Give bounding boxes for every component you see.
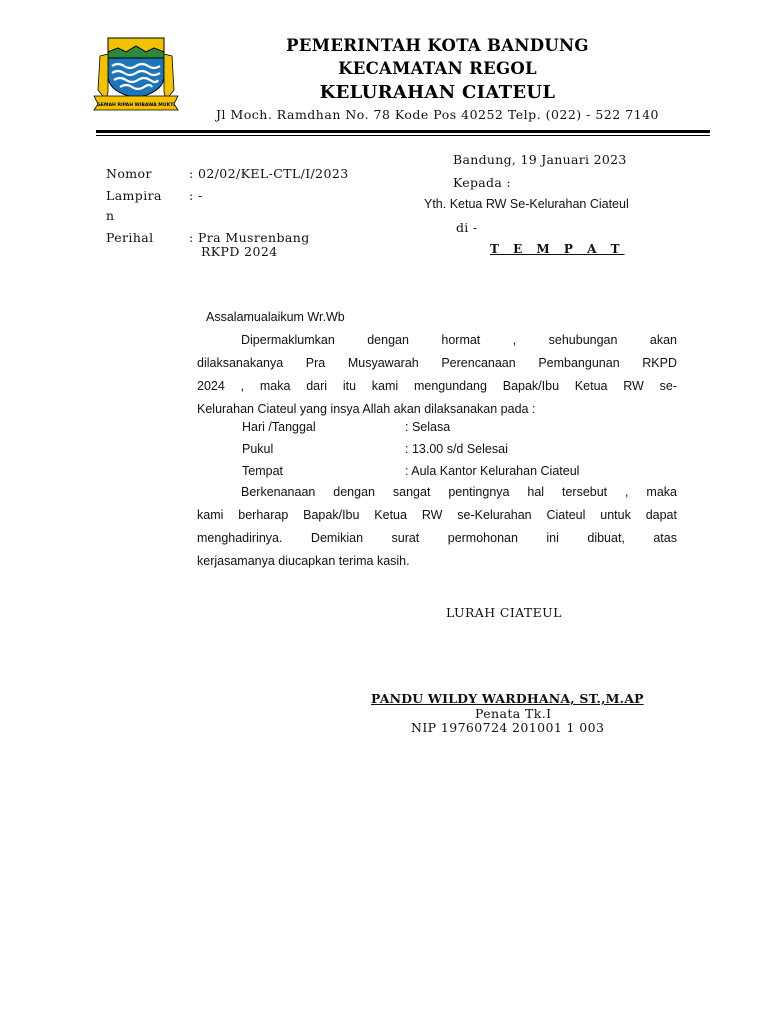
emblem-right-wing [164,54,174,100]
letter-date: Bandung, 19 Januari 2023 [453,152,627,167]
lampiran-label-1: Lampira [106,188,162,203]
perihal-value-1: : Pra Musrenbang [189,230,310,245]
paragraph-2-line: kerjasamanya diucapkan terima kasih. [197,554,410,568]
kepada-label: Kepada : [453,175,511,190]
paragraph-1-line: Kelurahan Ciateul yang insya Allah akan dilaksanakan pada : [197,402,536,416]
lampiran-label-2: n [106,208,115,223]
paragraph-1-line: 2024 , maka dari itu kami mengundang Bapak/Ibu Ketua RW se- [197,379,677,393]
detail-label: Tempat [242,464,283,478]
paragraph-2 [197,481,677,573]
emblem-left-wing [98,54,108,100]
paragraph-2-line: Berkenanaan dengan sangat pentingnya hal tersebut , maka [241,485,677,499]
detail-value: : Aula Kantor Kelurahan Ciateul [405,464,580,478]
detail-value: : 13.00 s/d Selesai [405,442,508,456]
paragraph-2-line: menghadirinya. Demikian surat permohonan ini dibuat, atas [197,531,677,545]
recipient-di: di - [456,220,478,235]
nomor-label: Nomor [106,166,152,181]
signature-title: LURAH CIATEUL [446,605,562,620]
paragraph-1-line: dilaksanakanya Pra Musyawarah Perencanaan Pembangunan RKPD [197,356,677,370]
signature-nip: NIP 19760724 201001 1 003 [411,720,605,735]
signature-rank: Penata Tk.I [475,706,552,721]
letterhead-rule-thin [96,135,710,136]
letterhead-line-2: KECAMATAN REGOL [338,59,537,78]
letterhead-rule-thick [96,130,710,133]
recipient-tempat: T E M P A T [490,242,625,256]
emblem-motto: GEMAH RIPAH WIBAWA MUKTI [96,103,176,108]
paragraph-1-line: Dipermaklumkan dengan hormat , sehubungan akan [241,333,677,347]
paragraph-2-line: kami berharap Bapak/Ibu Ketua RW se-Kelurahan Ciateul untuk dapat [197,508,677,522]
signature-name: PANDU WILDY WARDHANA, ST.,M.AP [371,691,644,706]
lampiran-value: : - [189,188,203,203]
detail-label: Hari /Tanggal [242,420,316,434]
greeting: Assalamualaikum Wr.Wb [206,310,345,324]
letterhead-line-3: KELURAHAN CIATEUL [319,82,556,103]
perihal-value-2: RKPD 2024 [201,244,278,259]
letterhead-address: Jl Moch. Ramdhan No. 78 Kode Pos 40252 Telp. (022) - 522 7140 [216,107,659,122]
recipient-yth: Yth. Ketua RW Se-Kelurahan Ciateul [424,197,629,211]
paragraph-1 [197,329,677,421]
perihal-label: Perihal [106,230,154,245]
nomor-value: : 02/02/KEL-CTL/I/2023 [189,166,349,181]
detail-label: Pukul [242,442,274,456]
detail-value: : Selasa [405,420,451,434]
letterhead-line-1: PEMERINTAH KOTA BANDUNG [286,36,589,55]
kota-bandung-emblem-icon [92,34,180,112]
